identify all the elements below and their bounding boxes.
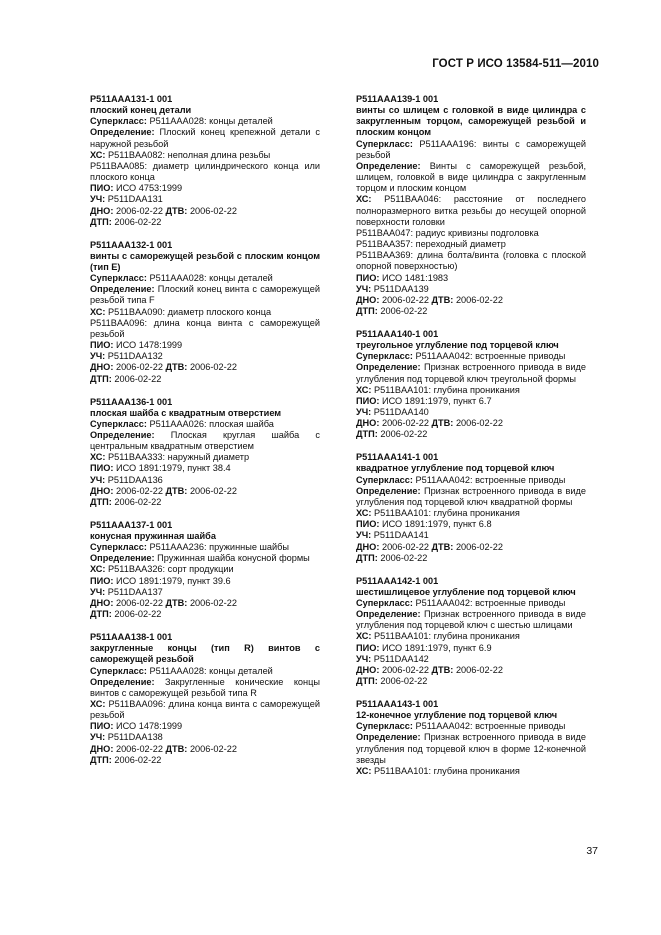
entry-definition-value: Признак встроенного привода в виде углубления под торцевой ключ треугольной формы: [356, 362, 586, 384]
entry-superclass-label: Суперкласс:: [90, 273, 147, 284]
entry-property-label: ХС:: [356, 384, 372, 395]
entry-source: [340, 643, 586, 654]
entry-source-value: ИСО 1891:1979, пункт 6.8: [381, 519, 492, 530]
dno-label: ДНО:: [90, 597, 114, 608]
entry-superclass-value: P511AAA042: встроенные приводы: [415, 351, 566, 362]
entry-title: плоская шайба с квадратным отверстием: [90, 407, 282, 418]
entry-code: P511AAA139-1 001: [356, 94, 439, 104]
entry-source-value: ИСО 4753:1999: [115, 183, 183, 194]
entry-drawing-label: УЧ:: [356, 530, 372, 541]
entry-code: P511AAA140-1 001: [356, 328, 439, 339]
entry-property: [74, 699, 320, 721]
entry-superclass-label: Суперкласс:: [356, 351, 413, 362]
dno-value: 2006-02-22: [115, 205, 163, 216]
dtv-value: 2006-02-22: [189, 597, 237, 608]
entry-property-label: ХС:: [356, 765, 372, 776]
entry-property-label: ХС:: [356, 508, 372, 519]
entry-drawing: [340, 654, 586, 665]
entry-superclass-label: Суперкласс:: [90, 542, 147, 553]
entry-drawing-value: P511DAA138: [107, 732, 163, 743]
entry-superclass-value: P511AAA042: встроенные приводы: [415, 474, 566, 485]
class-entry: [340, 329, 586, 441]
class-entry: [74, 240, 320, 385]
entry-superclass-label: Суперкласс:: [356, 474, 413, 485]
entry-definition-value: Пружинная шайба конусной формы: [157, 553, 310, 564]
entry-source-label: ПИО:: [356, 395, 380, 406]
entry-dates: [340, 665, 586, 676]
entry-superclass-label: Суперкласс:: [90, 418, 147, 429]
entry-superclass: [74, 666, 320, 677]
entry-superclass-value: P511AAA042: встроенные приводы: [415, 721, 566, 732]
entry-drawing: [74, 194, 320, 205]
entry-property: P511BAA096: длина конца винта с саморежущей резьбой: [90, 317, 320, 339]
entry-dates: [74, 744, 320, 755]
entry-dtp-value: 2006-02-22: [114, 754, 162, 765]
entry-source-value: ИСО 1891:1979, пункт 6.9: [381, 642, 492, 653]
dno-value: 2006-02-22: [115, 485, 163, 496]
entry-code: P511AAA132-1 001: [90, 239, 173, 250]
entry-title: винты с саморежущей резьбой с плоским концом (тип E): [90, 250, 320, 272]
entry-definition: [340, 362, 586, 384]
entry-dtp-label: ДТП:: [90, 496, 112, 507]
entry-property: [340, 631, 586, 642]
entry-dtp-value: 2006-02-22: [380, 552, 428, 563]
entry-definition: [340, 609, 586, 631]
dno-label: ДНО:: [90, 205, 114, 216]
entry-source-label: ПИО:: [356, 642, 380, 653]
entry-definition-label: Определение:: [90, 553, 155, 564]
class-entry: [74, 94, 320, 228]
entry-definition: [74, 127, 320, 149]
dno-label: ДНО:: [90, 485, 114, 496]
entry-code: P511AAA131-1 001: [90, 94, 173, 104]
dtv-label: ДТВ:: [165, 205, 188, 216]
entry-dtp-value: 2006-02-22: [114, 609, 162, 620]
entry-source: [74, 576, 320, 587]
entry-source: [340, 396, 586, 407]
entry-drawing-label: УЧ:: [90, 194, 106, 205]
entry-superclass: [340, 475, 586, 486]
class-entry: [74, 397, 320, 509]
dtv-label: ДТВ:: [165, 485, 188, 496]
entry-dates: [340, 295, 586, 306]
dno-label: ДНО:: [356, 664, 380, 675]
entry-property-value: P511BAA082: неполная длина резьбы: [108, 149, 271, 160]
dno-value: 2006-02-22: [115, 597, 163, 608]
entry-title: плоский конец детали: [90, 105, 192, 116]
entry-dtp-label: ДТП:: [356, 552, 378, 563]
entry-superclass-value: P511AAA042: встроенные приводы: [415, 597, 566, 608]
entry-drawing-value: P511DAA141: [373, 530, 429, 541]
dno-value: 2006-02-22: [381, 664, 429, 675]
entry-source-value: ИСО 1478:1999: [115, 340, 183, 351]
entry-dtp-value: 2006-02-22: [114, 216, 162, 227]
entry-dtp-label: ДТП:: [356, 305, 378, 316]
entry-dtp-label: ДТП:: [90, 216, 112, 227]
entry-source-label: ПИО:: [90, 463, 114, 474]
dtv-label: ДТВ:: [165, 743, 188, 754]
entry-dtp: [74, 755, 320, 766]
entry-property-value: P511BAA333: наружный диаметр: [108, 452, 250, 463]
entry-definition-label: Определение:: [90, 429, 155, 440]
class-entry: [74, 632, 320, 766]
entry-dates: [74, 598, 320, 609]
entry-dates: [74, 486, 320, 497]
entry-property: P511BAA357: переходный диаметр: [356, 239, 506, 250]
entry-source: [340, 273, 586, 284]
entry-drawing-label: УЧ:: [356, 283, 372, 294]
dtv-value: 2006-02-22: [189, 743, 237, 754]
entry-dtp-value: 2006-02-22: [380, 429, 428, 440]
entry-property: [340, 766, 586, 777]
entry-definition-value: Признак встроенного привода в виде углубления под торцевой ключ с шестью шлицами: [356, 609, 586, 631]
left-column: [74, 94, 320, 778]
entry-definition-label: Определение:: [90, 676, 155, 687]
entry-source-label: ПИО:: [90, 340, 114, 351]
entry-dtp: [340, 429, 586, 440]
entry-code: P511AAA142-1 001: [356, 575, 439, 586]
entry-property: [340, 508, 586, 519]
entry-dtp: [74, 609, 320, 620]
entry-definition-label: Определение:: [356, 485, 421, 496]
entry-code: P511AAA143-1 001: [356, 699, 439, 709]
dno-value: 2006-02-22: [381, 418, 429, 429]
entry-source-label: ПИО:: [90, 575, 114, 586]
entry-code: P511AAA137-1 001: [90, 519, 173, 530]
entry-dtp-label: ДТП:: [90, 373, 112, 384]
entry-definition-label: Определение:: [356, 362, 421, 373]
entry-source-value: ИСО 1891:1979, пункт 6.7: [381, 395, 492, 406]
entry-dates: [74, 206, 320, 217]
class-entry: [74, 520, 320, 620]
entry-property-label: ХС:: [90, 306, 106, 317]
document-header: ГОСТ Р ИСО 13584-511—2010: [432, 58, 599, 70]
dno-value: 2006-02-22: [115, 743, 163, 754]
entry-dtp: [340, 306, 586, 317]
entry-title: 12-конечное углубление под торцевой ключ: [356, 710, 558, 721]
entry-drawing: [74, 587, 320, 598]
entry-superclass: [340, 721, 586, 732]
entry-property: P511BAA047: радиус кривизны подголовка: [356, 227, 539, 238]
entry-definition-label: Определение:: [90, 127, 155, 138]
entry-drawing-label: УЧ:: [90, 732, 106, 743]
entry-property-value: P511BAA090: диаметр плоского конца: [108, 306, 272, 317]
entry-property: P511BAA085: диаметр цилиндрического конца или плоского конца: [90, 160, 320, 183]
page-number: 37: [586, 845, 598, 857]
entry-dtp-label: ДТП:: [356, 676, 378, 687]
entry-title: квадратное углубление под торцевой ключ: [356, 463, 555, 474]
entry-dates: [340, 542, 586, 553]
entry-dtp: [74, 497, 320, 508]
entry-source: [74, 340, 320, 351]
dtv-value: 2006-02-22: [455, 664, 503, 675]
dno-value: 2006-02-22: [381, 541, 429, 552]
right-column: [340, 94, 586, 789]
entry-dtp: [340, 553, 586, 564]
entry-definition: [74, 677, 320, 699]
entry-property: [74, 307, 320, 318]
entry-property-label: ХС:: [356, 194, 372, 205]
entry-property: [74, 564, 320, 575]
entry-property-label: ХС:: [90, 149, 106, 160]
entry-drawing-label: УЧ:: [356, 407, 372, 418]
entry-superclass-label: Суперкласс:: [356, 721, 413, 732]
entry-dtp: [340, 676, 586, 687]
entry-source: [340, 519, 586, 530]
entry-property-label: ХС:: [90, 452, 106, 463]
entry-title: закругленные концы (тип R) винтов с саморежущей резьбой: [90, 643, 320, 665]
dno-label: ДНО:: [356, 541, 380, 552]
dtv-label: ДТВ:: [431, 664, 454, 675]
entry-source-label: ПИО:: [90, 183, 114, 194]
dno-value: 2006-02-22: [115, 362, 163, 373]
entry-superclass-label: Суперкласс:: [356, 138, 413, 149]
entry-definition-label: Определение:: [356, 160, 421, 171]
entry-dtp-value: 2006-02-22: [380, 676, 428, 687]
entry-code: P511AAA141-1 001: [356, 452, 439, 463]
entry-property-value: P511BAA101: глубина проникания: [374, 384, 520, 395]
dtv-value: 2006-02-22: [455, 418, 503, 429]
entry-definition: [340, 732, 586, 765]
entry-superclass-value: P511AAA028: концы деталей: [149, 665, 273, 676]
entry-title: винты со шлицем с головкой в виде цилиндра с закругленным торцом, саморежущей резьбой и плоским концом: [356, 105, 586, 138]
class-entry: [340, 452, 586, 564]
entry-dtp-label: ДТП:: [90, 754, 112, 765]
dno-label: ДНО:: [356, 294, 380, 305]
dtv-value: 2006-02-22: [455, 294, 503, 305]
entry-definition-value: Признак встроенного привода в виде углубления под торцевой ключ в форме 12-конечной звезды: [356, 732, 586, 765]
dtv-value: 2006-02-22: [455, 541, 503, 552]
dtv-label: ДТВ:: [431, 418, 454, 429]
dtv-label: ДТВ:: [431, 541, 454, 552]
entry-dtp: [74, 374, 320, 385]
entry-dates: [340, 418, 586, 429]
entry-drawing-value: P511DAA140: [373, 407, 429, 418]
entry-source-value: ИСО 1481:1983: [381, 272, 449, 283]
entry-drawing-value: P511DAA131: [107, 194, 163, 205]
entry-drawing-value: P511DAA139: [373, 283, 429, 294]
dno-label: ДНО:: [90, 362, 114, 373]
entry-source-value: ИСО 1891:1979, пункт 38.4: [115, 463, 231, 474]
entry-dtp-label: ДТП:: [356, 429, 378, 440]
entry-drawing: [74, 475, 320, 486]
entry-superclass: [340, 351, 586, 362]
entry-drawing-value: P511DAA137: [107, 586, 163, 597]
entry-dtp: [74, 217, 320, 228]
dtv-value: 2006-02-22: [189, 205, 237, 216]
entry-property: P511BAA369: длина болта/винта (головка с плоской опорной поверхностью): [356, 250, 586, 272]
entry-definition-label: Определение:: [90, 284, 155, 295]
entry-dtp-value: 2006-02-22: [114, 373, 162, 384]
entry-property-value: P511BAA101: глубина проникания: [374, 508, 520, 519]
entry-source-label: ПИО:: [356, 272, 380, 283]
dno-value: 2006-02-22: [381, 294, 429, 305]
entry-title: треугольное углубление под торцевой ключ: [356, 340, 559, 351]
entry-drawing-label: УЧ:: [90, 351, 106, 362]
entry-definition-value: Плоский конец крепежной детали с наружной резьбой: [90, 127, 321, 149]
entry-dtp-label: ДТП:: [90, 609, 112, 620]
entry-code: P511AAA136-1 001: [90, 396, 173, 407]
entry-source-label: ПИО:: [356, 519, 380, 530]
entry-drawing-value: P511DAA142: [373, 653, 429, 664]
entry-superclass: [74, 273, 320, 284]
dtv-value: 2006-02-22: [189, 362, 237, 373]
class-entry: [340, 699, 586, 777]
entry-definition-value: Плоский конец винта с саморежущей резьбой типа F: [90, 284, 320, 306]
entry-property-value: P511BAA101: глубина проникания: [374, 631, 520, 642]
entry-property: [74, 150, 320, 161]
dno-label: ДНО:: [356, 418, 380, 429]
entry-property-label: ХС:: [90, 564, 106, 575]
entry-source: [74, 463, 320, 474]
dtv-value: 2006-02-22: [189, 485, 237, 496]
entry-title: шестишлицевое углубление под торцевой ключ: [356, 586, 576, 597]
entry-code: P511AAA138-1 001: [90, 632, 173, 643]
entry-superclass-value: P511AAA196: винты с саморежущей резьбой: [356, 138, 586, 160]
entry-drawing: [340, 407, 586, 418]
entry-definition: [340, 486, 586, 508]
entry-dtp-value: 2006-02-22: [380, 305, 428, 316]
entry-dates: [74, 362, 320, 373]
entry-property-label: ХС:: [356, 631, 372, 642]
entry-definition-value: Винты с саморежущей резьбой, шлицем, головкой в виде цилиндра с закругленным торцом и плоским концом: [356, 160, 586, 194]
entry-definition: [340, 161, 586, 194]
entry-drawing-label: УЧ:: [356, 653, 372, 664]
entry-definition-label: Определение:: [356, 609, 421, 620]
entry-title: конусная пружинная шайба: [90, 531, 216, 542]
entry-definition: [74, 430, 320, 452]
entry-definition-value: Признак встроенного привода в виде углубления под торцевой ключ квадратной формы: [356, 485, 586, 507]
dtv-label: ДТВ:: [165, 362, 188, 373]
entry-definition: [74, 553, 320, 564]
entry-superclass-label: Суперкласс:: [90, 665, 147, 676]
entry-drawing: [340, 530, 586, 541]
entry-superclass: [74, 542, 320, 553]
entry-superclass-value: P511AAA236: пружинные шайбы: [149, 542, 289, 553]
entry-property-value: P511BAA096: длина конца винта с саморежущей резьбой: [90, 699, 320, 721]
entry-property: [74, 452, 320, 463]
entry-superclass-value: P511AAA026: плоская шайба: [149, 418, 274, 429]
entry-source-value: ИСО 1478:1999: [115, 721, 183, 732]
entry-property: [340, 385, 586, 396]
entry-definition-label: Определение:: [356, 732, 421, 743]
entry-drawing: [340, 284, 586, 295]
dno-label: ДНО:: [90, 743, 114, 754]
entry-drawing-label: УЧ:: [90, 474, 106, 485]
entry-source: [74, 183, 320, 194]
entry-superclass-value: P511AAA028: концы деталей: [149, 273, 273, 284]
entry-property: [340, 194, 586, 227]
dtv-label: ДТВ:: [431, 294, 454, 305]
entry-property-value: P511BAA326: сорт продукции: [108, 564, 234, 575]
entry-superclass-value: P511AAA028: концы деталей: [149, 116, 273, 127]
entry-drawing: [74, 351, 320, 362]
entry-superclass: [74, 116, 320, 127]
entry-definition: [74, 284, 320, 306]
entry-superclass: [340, 598, 586, 609]
entry-superclass-label: Суперкласс:: [356, 597, 413, 608]
entry-dtp-value: 2006-02-22: [114, 496, 162, 507]
entry-drawing-value: P511DAA136: [107, 474, 163, 485]
class-entry: [340, 94, 586, 317]
entry-source-label: ПИО:: [90, 721, 114, 732]
entry-drawing-label: УЧ:: [90, 586, 106, 597]
entry-property-value: P511BAA101: глубина проникания: [374, 765, 520, 776]
entry-definition-value: Закругленные конические концы винтов с саморежущей резьбой типа R: [90, 676, 320, 698]
entry-drawing: [74, 732, 320, 743]
entry-property-value: P511BAA046: расстояние от последнего полноразмерного витка резьбы до несущей опорной поверхности головки: [356, 194, 586, 227]
entry-superclass: [74, 419, 320, 430]
entry-drawing-value: P511DAA132: [107, 351, 163, 362]
entry-superclass-label: Суперкласс:: [90, 116, 147, 127]
entry-superclass: [340, 139, 586, 161]
entry-definition-value: Плоская круглая шайба с центральным квадратным отверстием: [90, 429, 320, 452]
dtv-label: ДТВ:: [165, 597, 188, 608]
entry-source-value: ИСО 1891:1979, пункт 39.6: [115, 575, 231, 586]
entry-property-label: ХС:: [90, 699, 106, 709]
class-entry: [340, 576, 586, 688]
entry-source: [74, 721, 320, 732]
